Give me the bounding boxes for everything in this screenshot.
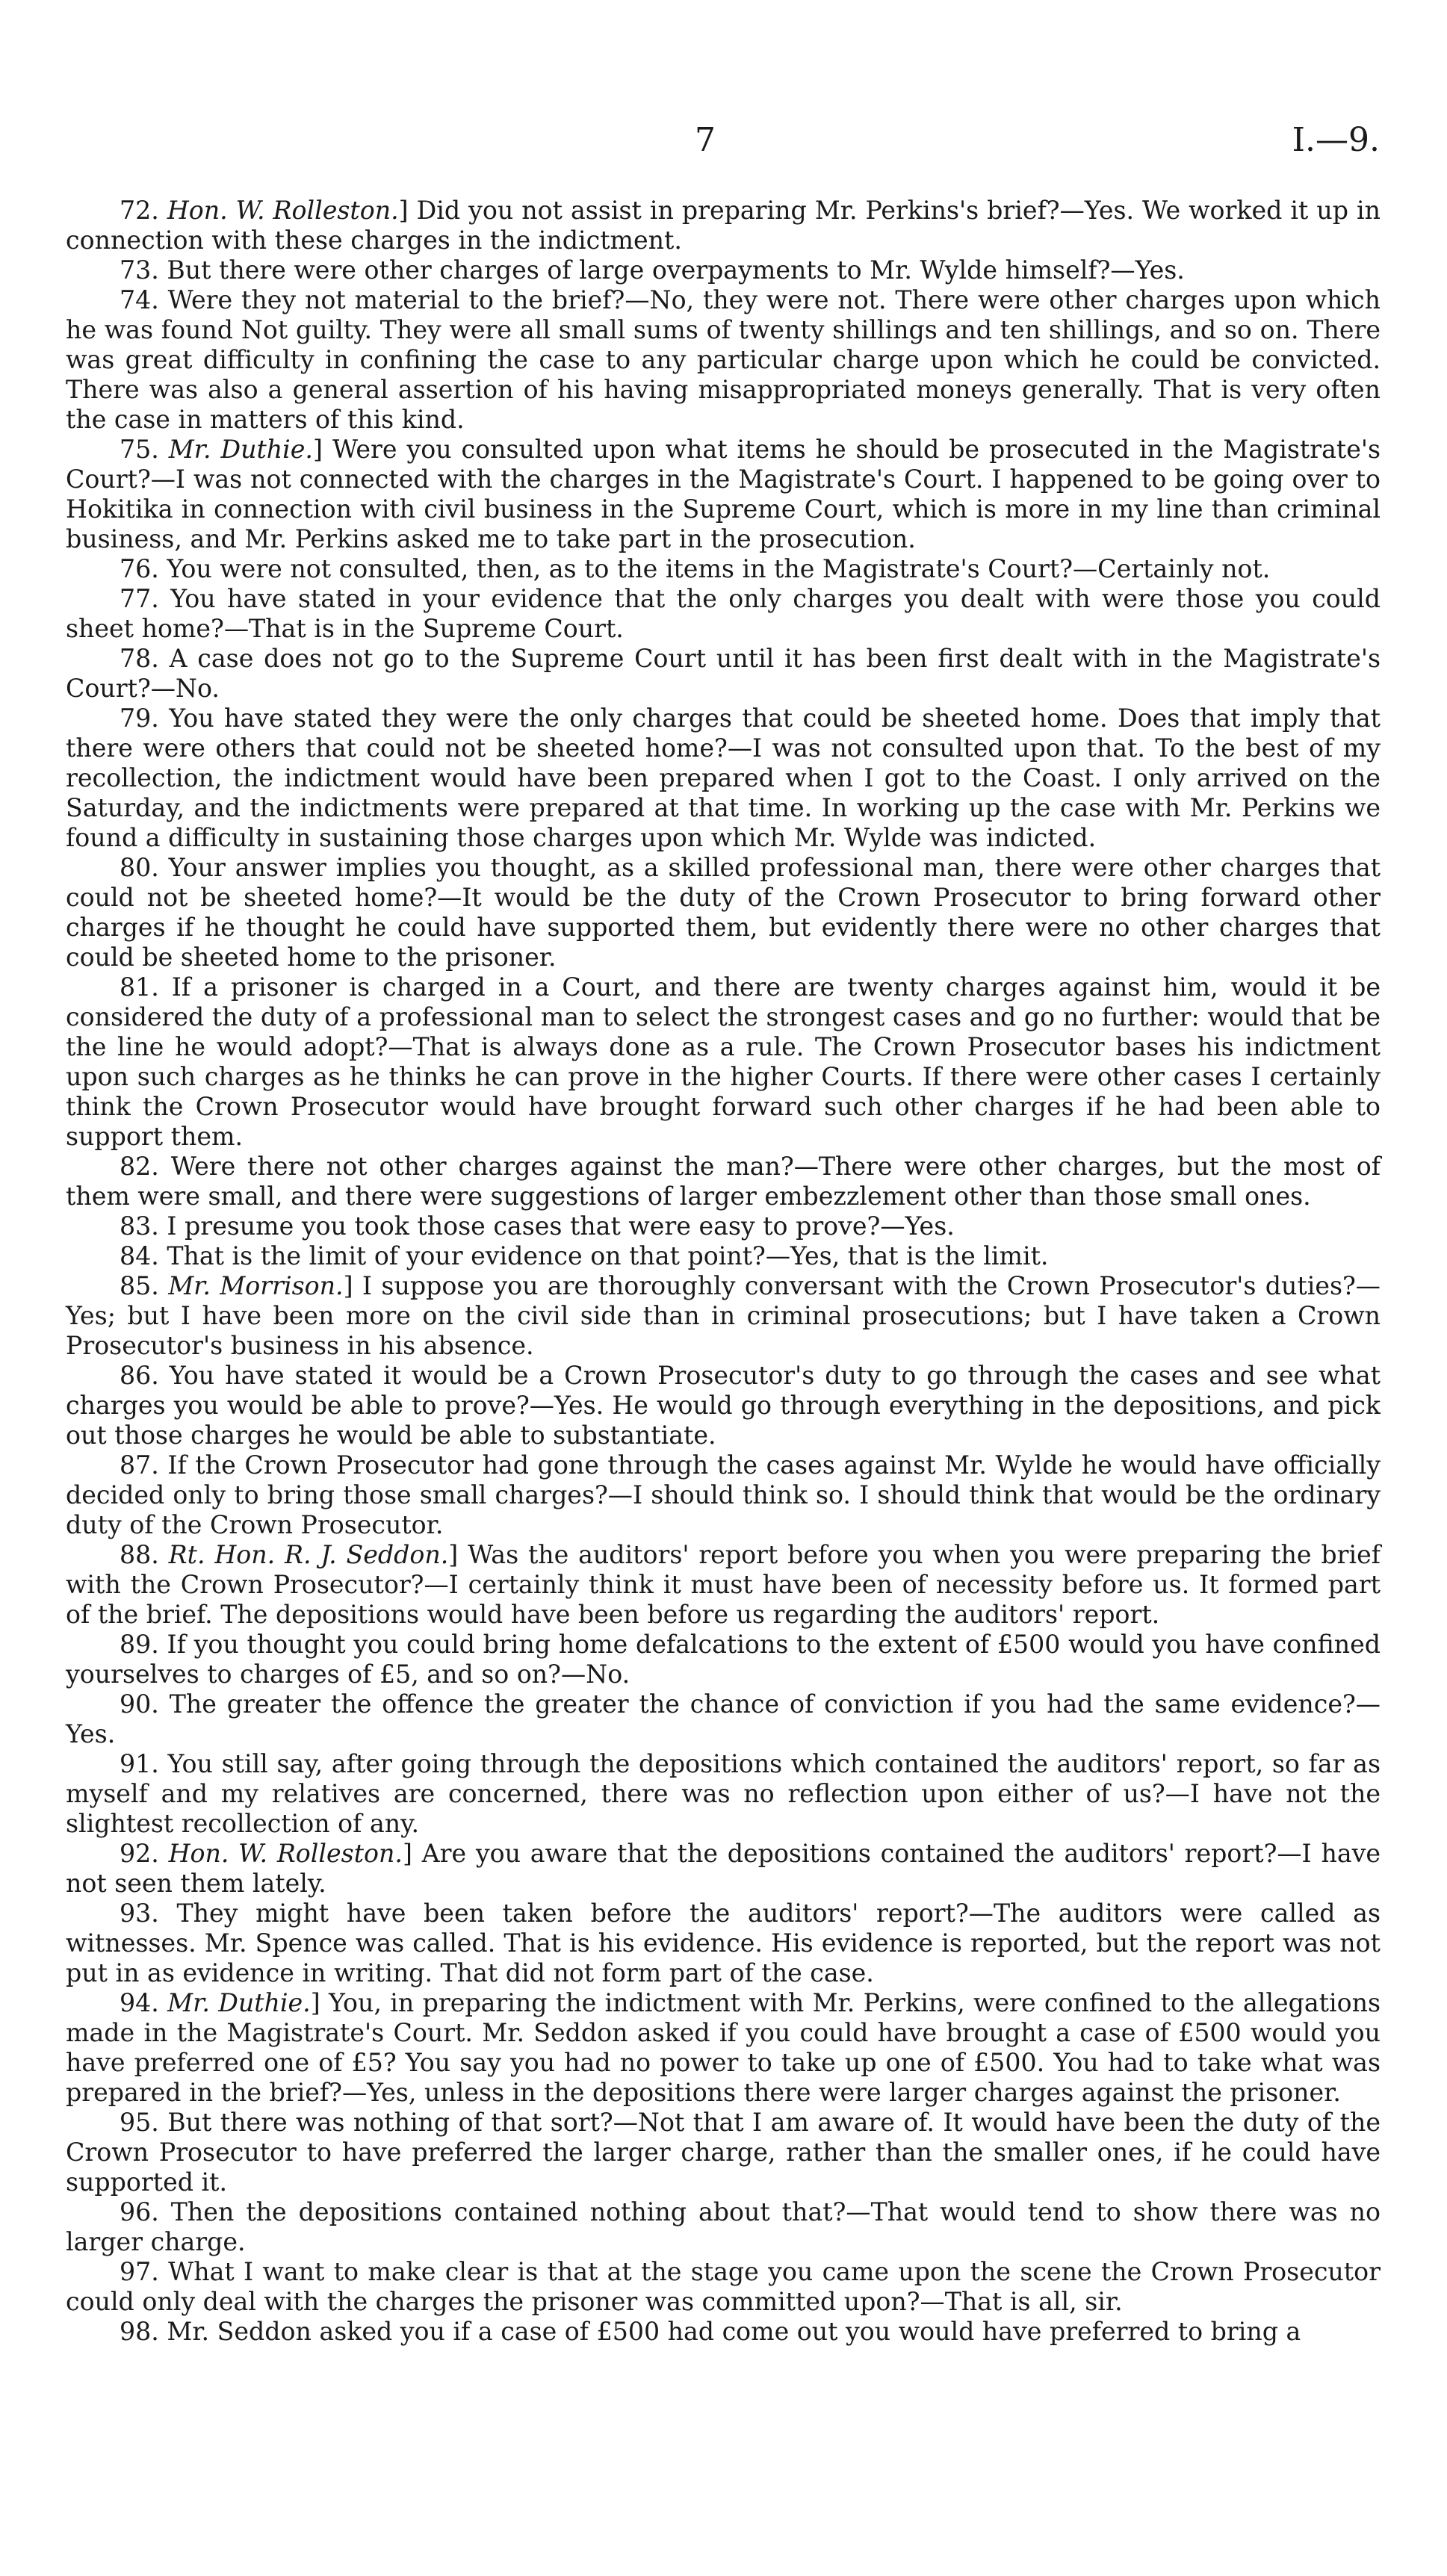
question-paragraph	[66, 1689, 1381, 1749]
question-paragraph	[66, 1450, 1381, 1540]
question-text: You still say, after going through the depositions which contained the auditors' report, so far as myself and my relatives are concerned, there was no reflection upon either of us?—I have not the slightest recollection of any.	[66, 1749, 1381, 1838]
question-number: 84.	[120, 1241, 159, 1270]
question-text: Mr. Seddon asked you if a case of £500 had come out you would have preferred to bring a	[167, 2317, 1301, 2346]
speaker-name: Hon. W. Rolleston.	[167, 196, 399, 225]
question-paragraph	[66, 1749, 1381, 1839]
question-number: 98.	[120, 2317, 159, 2346]
document-body	[66, 196, 1381, 2347]
page-number: 7	[695, 121, 716, 159]
question-paragraph	[66, 1361, 1381, 1450]
question-text: They might have been taken before the auditors' report?—The auditors were called as witnesses. Mr. Spence was called. That is his evidence. His evidence is reported, but the report was not put in as evidence in writing. That did not form part of the case.	[66, 1899, 1381, 1987]
question-number: 80.	[120, 853, 159, 882]
speaker-name: Mr. Duthie.	[168, 435, 313, 464]
question-text: I suppose you are thoroughly conversant with the Crown Prosecutor's duties?—Yes; but I have been more on the civil side than in criminal prosecutions; but I have taken a Crown Prosecutor's business in his absence.	[66, 1271, 1381, 1360]
question-paragraph	[66, 644, 1381, 704]
question-number: 87.	[120, 1450, 159, 1480]
question-number: 73.	[120, 255, 159, 285]
question-paragraph: 75. Mr. Duthie.] Were you consulted upon what items he should be prosecuted in the Magistrate's Court?—I was not connected with the charges in the Magistrate's Court. I happened to be going over to Hokitika in connection with civil business in the Supreme Court, which is more in my line than criminal business, and Mr. Perkins asked me to take part in the prosecution.	[66, 435, 1381, 553]
question-text: You have stated it would be a Crown Prosecutor's duty to go through the cases and see what charges you would be able to prove?—Yes. He would go through everything in the depositions, and pick out those charges he would be able to substantiate.	[66, 1361, 1381, 1450]
question-paragraph	[66, 704, 1381, 853]
question-paragraph: 92. Hon. W. Rolleston.] Are you aware that the depositions contained the auditors' report?—I have not seen them lately.	[66, 1839, 1381, 1898]
question-number: 96.	[120, 2197, 159, 2226]
question-paragraph	[66, 1152, 1381, 1211]
question-number: 75.	[120, 435, 159, 464]
question-paragraph	[66, 285, 1381, 435]
question-number: 90.	[120, 1689, 159, 1719]
question-text: Were there not other charges against the man?—There were other charges, but the most of them were small, and there were suggestions of larger embezzlement other than those small ones.	[66, 1152, 1381, 1211]
question-text: If the Crown Prosecutor had gone through the cases against Mr. Wylde he would have officially decided only to bring those small charges?—I should think so. I should think that would be the ordinary duty of the Crown Prosecutor.	[66, 1450, 1381, 1539]
question-text: You have stated in your evidence that the only charges you dealt with were those you could sheet home?—That is in the Supreme Court.	[66, 584, 1381, 643]
question-paragraph	[66, 255, 1381, 285]
question-paragraph	[66, 2197, 1381, 2257]
question-text: You were not consulted, then, as to the items in the Magistrate's Court?—Certainly not.	[167, 554, 1271, 583]
question-number: 85.	[120, 1271, 159, 1300]
question-number: 94.	[120, 1988, 159, 2017]
question-number: 74.	[120, 285, 159, 314]
question-text: Were you consulted upon what items he should be prosecuted in the Magistrate's Court?—I was not connected with the charges in the Magistrate's Court. I happened to be going over to Hokitika in connection with civil business in the Supreme Court, which is more in my line than criminal business, and Mr. Perkins asked me to take part in the prosecution.	[66, 435, 1381, 553]
question-text: You have stated they were the only charges that could be sheeted home. Does that imply that there were others that could not be sheeted home?—I was not consulted upon that. To the best of my recollection, the indictment would have been prepared when I got to the Coast. I only arrived on the Saturday, and the indictments were prepared at that time. In working up the case with Mr. Perkins we found a difficulty in sustaining those charges upon which Mr. Wylde was indicted.	[66, 704, 1381, 852]
question-number: 91.	[120, 1749, 159, 1778]
question-number: 83.	[120, 1211, 159, 1241]
question-paragraph	[66, 1241, 1381, 1271]
question-number: 72.	[120, 196, 159, 225]
question-text: I presume you took those cases that were easy to prove?—Yes.	[167, 1211, 955, 1241]
question-text: You, in preparing the indictment with Mr. Perkins, were confined to the allegations made in the Magistrate's Court. Mr. Seddon asked if you could have brought a case of £500 would you have preferred one of £5? You say you had no power to take up one of £500. You had to take what was prepared in the brief?—Yes, unless in the depositions there were larger charges against the prisoner.	[66, 1988, 1381, 2107]
question-text: Were they not material to the brief?—No, they were not. There were other charges upon which he was found Not guilty. They were all small sums of twenty shillings and ten shillings, and so on. There was great difficulty in confining the case to any particular charge upon which he could be convicted. There was also a general assertion of his having misappropriated moneys generally. That is very often the case in matters of this kind.	[66, 285, 1381, 434]
question-number: 77.	[120, 584, 159, 613]
question-text: Your answer implies you thought, as a skilled professional man, there were other charges that could not be sheeted home?—It would be the duty of the Crown Prosecutor to bring forward other charges if he thought he could have supported them, but evidently there were no other charges that could be sheeted home to the prisoner.	[66, 853, 1381, 972]
question-text: That is the limit of your evidence on that point?—Yes, that is the limit.	[167, 1241, 1049, 1270]
question-number: 81.	[120, 972, 159, 1002]
question-number: 89.	[120, 1630, 159, 1659]
speaker-name: Mr. Morrison.	[168, 1271, 344, 1300]
question-text: If a prisoner is charged in a Court, and there are twenty charges against him, would it be considered the duty of a professional man to select the strongest cases and go no further: would that be the line he would adopt?—That is always done as a rule. The Crown Prosecutor bases his indictment upon such charges as he thinks he can prove in the higher Courts. If there were other cases I certainly think the Crown Prosecutor would have brought forward such other charges if he had been able to support them.	[66, 972, 1381, 1151]
question-number: 79.	[120, 704, 159, 733]
question-text: Was the auditors' report before you when you were preparing the brief with the Crown Prosecutor?—I certainly think it must have been of necessity before us. It formed part of the brief. The depositions would have been before us regarding the auditors' report.	[66, 1540, 1381, 1629]
question-text: Are you aware that the depositions contained the auditors' report?—I have not seen them lately.	[66, 1839, 1381, 1898]
question-text: The greater the offence the greater the chance of conviction if you had the same evidence?—Yes.	[66, 1689, 1381, 1748]
question-number: 93.	[120, 1899, 159, 1928]
question-text: Did you not assist in preparing Mr. Perkins's brief?—Yes. We worked it up in connection with these charges in the indictment.	[66, 196, 1381, 255]
question-paragraph	[66, 2108, 1381, 2197]
question-number: 76.	[120, 554, 159, 583]
question-paragraph	[66, 554, 1381, 584]
question-number: 82.	[120, 1152, 159, 1181]
speaker-name: Rt. Hon. R. J. Seddon.	[168, 1540, 449, 1569]
question-number: 88.	[120, 1540, 159, 1569]
question-paragraph: 85. Mr. Morrison.] I suppose you are thoroughly conversant with the Crown Prosecutor's duties?—Yes; but I have been more on the civil side than in criminal prosecutions; but I have taken a Crown Prosecutor's business in his absence.	[66, 1271, 1381, 1360]
speaker-name: Mr. Duthie.	[167, 1988, 311, 2017]
question-text: If you thought you could bring home defalcations to the extent of £500 would you have confined yourselves to charges of £5, and so on?—No.	[66, 1630, 1381, 1689]
document-reference: I.—9.	[1292, 121, 1380, 159]
speaker-name: Hon. W. Rolleston.	[168, 1839, 403, 1868]
question-paragraph	[66, 853, 1381, 972]
question-number: 97.	[120, 2257, 159, 2286]
question-text: But there was nothing of that sort?—Not that I am aware of. It would have been the duty of the Crown Prosecutor to have preferred the larger charge, rather than the smaller ones, if he could have supported it.	[66, 2108, 1381, 2197]
question-paragraph: 72. Hon. W. Rolleston.] Did you not assist in preparing Mr. Perkins's brief?—Yes. We worked it up in connection with these charges in the indictment.	[66, 196, 1381, 255]
question-paragraph: 94. Mr. Duthie.] You, in preparing the indictment with Mr. Perkins, were confined to the allegations made in the Magistrate's Court. Mr. Seddon asked if you could have brought a case of £500 would you have preferred one of £5? You say you had no power to take up one of £500. You had to take what was prepared in the brief?—Yes, unless in the depositions there were larger charges against the prisoner.	[66, 1988, 1381, 2107]
question-paragraph	[66, 1211, 1381, 1241]
question-number: 86.	[120, 1361, 159, 1390]
question-text: Then the depositions contained nothing about that?—That would tend to show there was no larger charge.	[66, 2197, 1381, 2256]
question-number: 78.	[120, 644, 159, 673]
question-paragraph: 88. Rt. Hon. R. J. Seddon.] Was the auditors' report before you when you were preparing the brief with the Crown Prosecutor?—I certainly think it must have been of necessity before us. It formed part of the brief. The depositions would have been before us regarding the auditors' report.	[66, 1540, 1381, 1629]
question-paragraph	[66, 2257, 1381, 2317]
question-text: But there were other charges of large overpayments to Mr. Wylde himself?—Yes.	[167, 255, 1185, 285]
question-text: What I want to make clear is that at the stage you came upon the scene the Crown Prosecutor could only deal with the charges the prisoner was committed upon?—That is all, sir.	[66, 2257, 1381, 2316]
question-paragraph	[66, 972, 1381, 1152]
question-number: 92.	[120, 1839, 159, 1868]
question-paragraph	[66, 584, 1381, 644]
question-number: 95.	[120, 2108, 159, 2137]
question-paragraph	[66, 1630, 1381, 1689]
question-paragraph	[66, 1899, 1381, 1988]
question-paragraph	[66, 2317, 1381, 2347]
question-text: A case does not go to the Supreme Court until it has been first dealt with in the Magistrate's Court?—No.	[66, 644, 1381, 703]
